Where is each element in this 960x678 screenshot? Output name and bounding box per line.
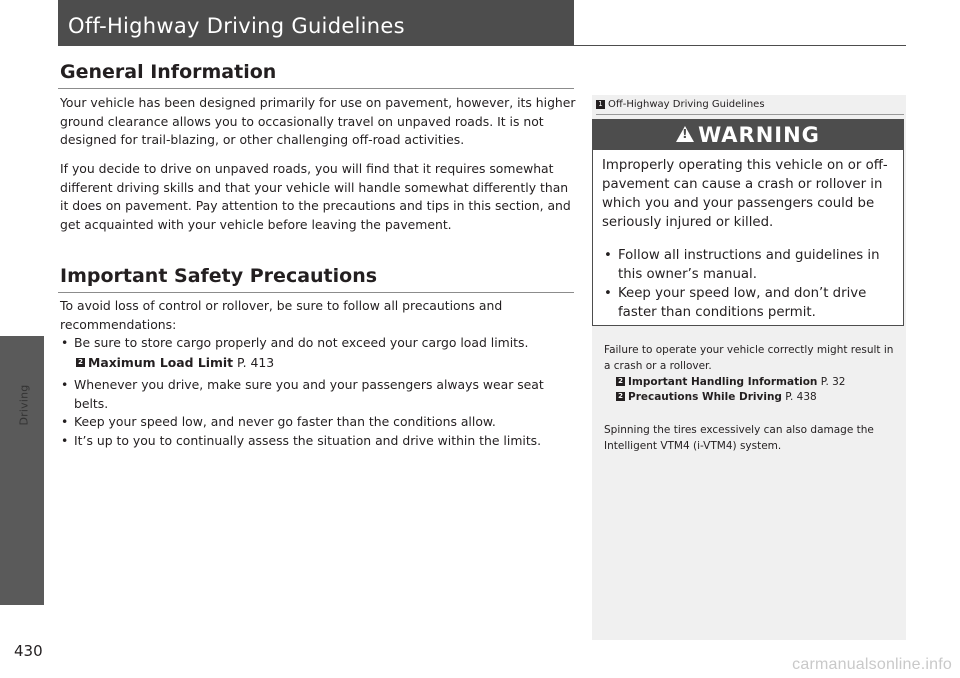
page-title-bar	[58, 0, 574, 46]
page-number: 430	[14, 642, 43, 660]
warning-box	[592, 119, 904, 326]
cross-reference-arrow-icon: 2	[616, 377, 625, 386]
safety-intro: To avoid loss of control or rollover, be sure to follow all precautions and recommendations:	[60, 298, 503, 332]
bullet-icon: •	[61, 377, 69, 392]
note-number-icon: 1	[596, 100, 605, 109]
bullet-icon: •	[61, 414, 69, 429]
chapter-tab-text: Driving	[17, 384, 31, 426]
list-item: • Whenever you drive, make sure you and your passengers always wear seat belts.	[61, 377, 544, 411]
bullet-icon: •	[61, 432, 69, 448]
section-divider	[58, 88, 574, 89]
cross-reference-label: Maximum Load Limit	[88, 354, 234, 370]
title-divider	[574, 45, 906, 46]
list-item: • Keep your speed low, and never go faster than the conditions allow.	[60, 413, 580, 432]
section-title-general-information: General Information	[60, 61, 277, 83]
general-information-paragraph-1: Your vehicle has been designed primarily for use on pavement, however, its higher ground clearance allows you to occasionally travel on unpaved roads. It is not designed for trail-blazing, or other challenging off-road activities.	[60, 95, 576, 147]
cross-reference-label: Precautions While Driving	[628, 391, 782, 403]
chapter-tab-label	[16, 365, 32, 445]
warning-text: Improperly operating this vehicle on or off-pavement can cause a crash or rollover in which you and your passengers could be seriously injured or killed.	[602, 158, 888, 230]
list-item: • Keep your speed low, and don’t drive faster than conditions permit.	[604, 286, 867, 320]
cross-reference-page: P. 32	[820, 376, 846, 388]
sidebar-notes	[592, 95, 906, 640]
watermark: carmanualsonline.info	[792, 656, 952, 673]
sidebar-divider	[596, 114, 904, 115]
list-item: • Follow all instructions and guidelines in this owner’s manual.	[604, 248, 880, 282]
sidebar-note-failure: Failure to operate your vehicle correctly might result in a crash or a rollover.	[604, 344, 894, 372]
page-title: Off-Highway Driving Guidelines	[68, 14, 405, 38]
cross-reference-label: Important Handling Information	[628, 376, 818, 388]
cross-reference-arrow-icon: 2	[76, 358, 85, 367]
cross-reference-link[interactable]	[60, 354, 580, 373]
cross-reference-link[interactable]	[616, 375, 845, 391]
section-divider	[58, 292, 574, 293]
warning-title: WARNING	[698, 123, 820, 147]
warning-bullet-list	[602, 246, 895, 322]
safety-bullet-list	[60, 334, 580, 450]
general-information-paragraph-2: If you decide to drive on unpaved roads, you will find that it requires somewhat different driving skills and that your vehicle will handle somewhat differently than it does on pavement. Pay attention to the precautions and tips in this section, and get acquainted with your vehicle before leaving the pavement.	[60, 161, 571, 232]
sidebar-heading-text: Off-Highway Driving Guidelines	[608, 99, 765, 110]
cross-reference-link[interactable]	[616, 390, 817, 406]
list-item: • It’s up to you to continually assess the situation and drive within the limits.	[60, 432, 580, 451]
warning-triangle-icon	[676, 126, 694, 142]
cross-reference-page: P. 413	[237, 354, 275, 370]
sidebar-heading	[596, 99, 765, 110]
sidebar-note-tires: Spinning the tires excessively can also damage the Intelligent VTM4 (i-VTM4) system.	[604, 424, 874, 452]
bullet-icon: •	[604, 248, 612, 263]
list-item: • Be sure to store cargo properly and do not exceed your cargo load limits.	[60, 334, 580, 353]
cross-reference-page: P. 438	[785, 391, 817, 403]
bullet-icon: •	[61, 335, 69, 350]
bullet-icon: •	[604, 286, 612, 301]
cross-reference-arrow-icon: 2	[616, 392, 625, 401]
warning-header	[593, 120, 903, 150]
section-title-safety-precautions: Important Safety Precautions	[60, 265, 378, 287]
